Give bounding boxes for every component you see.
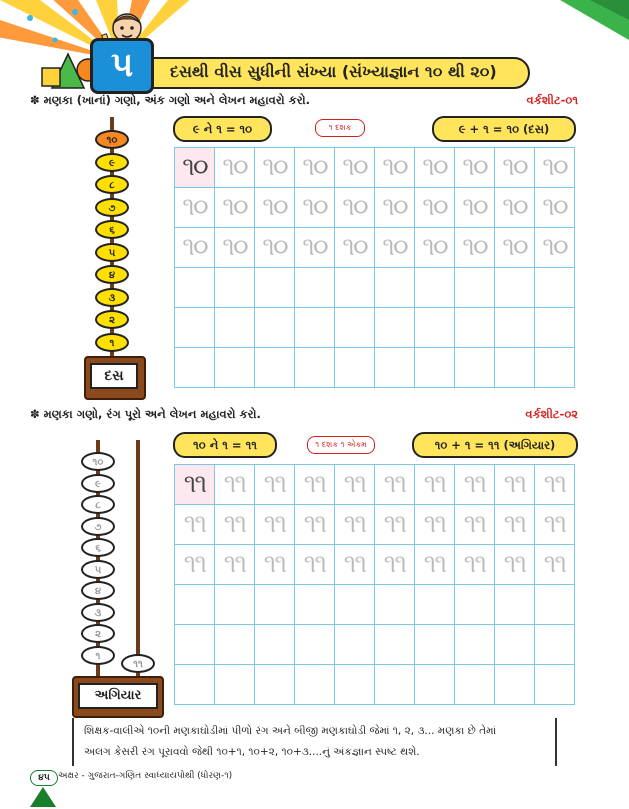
abacus-bead: ૬ xyxy=(81,538,115,557)
note-line-1: શિક્ષક-વાલીએ ૧૦ની મણકાઘોડીમાં પીળો રંગ અને બીજી મણકાઘોડી જેમાં ૧, ૨, ૩... મણકા છે તેમાં xyxy=(84,725,497,737)
abacus-bead: ૧ xyxy=(81,646,115,665)
trace-numeral-cell[interactable]: ૧૦ xyxy=(375,188,415,228)
abacus-bead: ૭ xyxy=(81,517,115,536)
trace-numeral-cell[interactable]: ૧૦ xyxy=(295,148,335,188)
tree-icon xyxy=(30,787,56,807)
trace-numeral-cell[interactable]: ૧૧ xyxy=(295,465,335,505)
blank-writing-cell[interactable] xyxy=(175,308,215,348)
trace-numeral-cell[interactable]: ૧૦ xyxy=(535,228,575,268)
trace-numeral-cell[interactable]: ૧૦ xyxy=(495,148,535,188)
blank-writing-cell[interactable] xyxy=(535,268,575,308)
blank-writing-cell[interactable] xyxy=(495,665,535,705)
abacus-bead: ૫ xyxy=(95,243,129,262)
trace-numeral-cell[interactable]: ૧૦ xyxy=(415,188,455,228)
blank-writing-cell[interactable] xyxy=(335,308,375,348)
trace-numeral-cell[interactable]: ૧૧ xyxy=(495,545,535,585)
trace-numeral-cell[interactable]: ૧૦ xyxy=(215,148,255,188)
trace-numeral-cell[interactable]: ૧૦ xyxy=(255,148,295,188)
blank-writing-cell[interactable] xyxy=(415,625,455,665)
trace-numeral-cell[interactable]: ૧૦ xyxy=(495,188,535,228)
page-number: ૪૫ xyxy=(30,770,58,786)
worksheet-label-02: વર્કશીટ-૦૨ xyxy=(525,407,578,421)
trace-numeral-cell[interactable]: ૧૧ xyxy=(255,545,295,585)
blank-writing-cell[interactable] xyxy=(375,665,415,705)
trace-numeral-cell[interactable]: ૧૧ xyxy=(415,505,455,545)
footer-text: અક્ષર - ગુજરાત-ગણિત સ્વાધ્યાયપોથી (ધોરણ-૧) xyxy=(58,771,233,781)
blank-writing-cell[interactable] xyxy=(455,585,495,625)
blank-writing-cell[interactable] xyxy=(495,585,535,625)
trace-numeral-cell[interactable]: ૧૧ xyxy=(215,465,255,505)
trace-numeral-cell[interactable]: ૧૦ xyxy=(295,188,335,228)
trace-numeral-cell[interactable]: ૧૧ xyxy=(175,545,215,585)
blank-writing-cell[interactable] xyxy=(455,268,495,308)
blank-writing-cell[interactable] xyxy=(415,665,455,705)
blank-writing-cell[interactable] xyxy=(415,585,455,625)
blank-writing-cell[interactable] xyxy=(495,308,535,348)
blank-writing-cell[interactable] xyxy=(215,585,255,625)
tag-1: ૧ દશક xyxy=(315,119,365,137)
trace-numeral-cell[interactable]: ૧૦ xyxy=(175,228,215,268)
blank-writing-cell[interactable] xyxy=(255,268,295,308)
trace-numeral-cell[interactable]: ૧૧ xyxy=(535,505,575,545)
abacus-label-2: અગિયાર xyxy=(78,683,158,709)
blank-writing-cell[interactable] xyxy=(295,665,335,705)
blank-writing-cell[interactable] xyxy=(295,625,335,665)
blank-writing-cell[interactable] xyxy=(335,625,375,665)
blank-writing-cell[interactable] xyxy=(535,665,575,705)
abacus-bead: ૩ xyxy=(95,288,129,307)
abacus-bead: ૩ xyxy=(81,603,115,622)
blank-writing-cell[interactable] xyxy=(295,585,335,625)
blank-writing-cell[interactable] xyxy=(335,348,375,388)
abacus-bead: ૮ xyxy=(81,495,115,514)
blank-writing-cell[interactable] xyxy=(375,348,415,388)
abacus-rod-2b xyxy=(136,440,140,680)
blank-writing-cell[interactable] xyxy=(175,665,215,705)
trace-numeral-cell[interactable]: ૧૧ xyxy=(295,545,335,585)
trace-numeral-cell[interactable]: ૧૧ xyxy=(455,505,495,545)
abacus-bead: ૧૦ xyxy=(81,452,115,471)
section1-instruction: ✽ મણકા (ખાનાં) ગણો, અંક ગણો અને લેખન મહાવરો કરો. xyxy=(30,93,310,107)
trace-numeral-cell[interactable]: ૧૦ xyxy=(535,188,575,228)
blank-writing-cell[interactable] xyxy=(215,665,255,705)
trace-numeral-cell[interactable]: ૧૧ xyxy=(295,505,335,545)
trace-numeral-cell[interactable]: ૧૦ xyxy=(175,188,215,228)
abacus-bead: ૪ xyxy=(81,581,115,600)
trace-numeral-cell[interactable]: ૧૧ xyxy=(375,465,415,505)
blank-writing-cell[interactable] xyxy=(255,665,295,705)
blank-writing-cell[interactable] xyxy=(455,308,495,348)
blank-writing-cell[interactable] xyxy=(175,348,215,388)
trace-numeral-cell[interactable]: ૧૧ xyxy=(215,545,255,585)
blank-writing-cell[interactable] xyxy=(175,268,215,308)
blank-writing-cell[interactable] xyxy=(375,268,415,308)
equation-right-1: ૯ + ૧ = ૧૦ (દસ) xyxy=(432,116,576,142)
trace-numeral-cell[interactable]: ૧૦ xyxy=(495,228,535,268)
blank-writing-cell[interactable] xyxy=(495,348,535,388)
abacus-bead: ૪ xyxy=(95,265,129,284)
blank-writing-cell[interactable] xyxy=(535,348,575,388)
trace-numeral-cell[interactable]: ૧૦ xyxy=(255,188,295,228)
trace-numeral-cell[interactable]: ૧૦ xyxy=(335,148,375,188)
section2-instruction: ✽ મણકા ગણો, રંગ પૂરો અને લેખન મહાવરો કરો. xyxy=(30,407,261,421)
blank-writing-cell[interactable] xyxy=(175,625,215,665)
blank-writing-cell[interactable] xyxy=(215,348,255,388)
blank-writing-cell[interactable] xyxy=(375,308,415,348)
abacus-bead: ૧૦ xyxy=(95,130,129,149)
trace-numeral-cell[interactable]: ૧૦ xyxy=(535,148,575,188)
trace-numeral-cell[interactable]: ૧૦ xyxy=(415,148,455,188)
note-line-2: અલગ કેસરી રંગ પૂરાવવો જેથી ૧૦+૧, ૧૦+૨, ૧૦+૩....નું અંકજ્ઞાન સ્પષ્ટ થશે. xyxy=(84,746,420,758)
trace-numeral-cell[interactable]: ૧૦ xyxy=(255,228,295,268)
blank-writing-cell[interactable] xyxy=(335,268,375,308)
abacus-bead: ૬ xyxy=(95,220,129,239)
trace-numeral-cell[interactable]: ૧૦ xyxy=(335,228,375,268)
blank-writing-cell[interactable] xyxy=(175,585,215,625)
trace-numeral-cell[interactable]: ૧૧ xyxy=(335,545,375,585)
trace-numeral-cell[interactable]: ૧૦ xyxy=(215,188,255,228)
trace-numeral-cell[interactable]: ૧૧ xyxy=(415,465,455,505)
model-numeral-cell[interactable]: ૧૦ xyxy=(175,148,215,188)
blank-writing-cell[interactable] xyxy=(335,585,375,625)
blank-writing-cell[interactable] xyxy=(255,348,295,388)
abacus-bead: ૮ xyxy=(95,175,129,194)
blank-writing-cell[interactable] xyxy=(535,625,575,665)
blank-writing-cell[interactable] xyxy=(215,625,255,665)
trace-numeral-cell[interactable]: ૧૦ xyxy=(455,148,495,188)
trace-numeral-cell[interactable]: ૧૧ xyxy=(175,505,215,545)
equation-right-2: ૧૦ + ૧ = ૧૧ (અગિયાર) xyxy=(412,432,578,458)
blank-writing-cell[interactable] xyxy=(375,585,415,625)
blank-writing-cell[interactable] xyxy=(495,625,535,665)
trace-numeral-cell[interactable]: ૧૦ xyxy=(375,148,415,188)
abacus-bead: ૯ xyxy=(81,474,115,493)
trace-numeral-cell[interactable]: ૧૧ xyxy=(495,505,535,545)
blank-writing-cell[interactable] xyxy=(295,308,335,348)
writing-grid-2 xyxy=(174,464,575,705)
trace-numeral-cell[interactable]: ૧૦ xyxy=(415,228,455,268)
trace-numeral-cell[interactable]: ૧૧ xyxy=(335,505,375,545)
equation-left-2: ૧૦ ને ૧ = ૧૧ xyxy=(173,432,277,458)
trace-numeral-cell[interactable]: ૧૧ xyxy=(455,545,495,585)
abacus-bead: ૭ xyxy=(95,198,129,217)
trace-numeral-cell[interactable]: ૧૧ xyxy=(535,545,575,585)
trace-numeral-cell[interactable]: ૧૧ xyxy=(335,465,375,505)
blank-writing-cell[interactable] xyxy=(255,585,295,625)
trace-numeral-cell[interactable]: ૧૦ xyxy=(295,228,335,268)
trace-numeral-cell[interactable]: ૧૧ xyxy=(535,465,575,505)
trace-numeral-cell[interactable]: ૧૧ xyxy=(255,465,295,505)
abacus-label-1: દસ xyxy=(90,363,138,389)
trace-numeral-cell[interactable]: ૧૧ xyxy=(215,505,255,545)
trace-numeral-cell[interactable]: ૧૧ xyxy=(255,505,295,545)
blank-writing-cell[interactable] xyxy=(455,665,495,705)
blank-writing-cell[interactable] xyxy=(295,348,335,388)
blank-writing-cell[interactable] xyxy=(255,308,295,348)
trace-numeral-cell[interactable]: ૧૧ xyxy=(495,465,535,505)
blank-writing-cell[interactable] xyxy=(215,268,255,308)
abacus-bead: ૨ xyxy=(81,624,115,643)
trace-numeral-cell[interactable]: ૧૦ xyxy=(455,228,495,268)
blank-writing-cell[interactable] xyxy=(455,625,495,665)
trace-numeral-cell[interactable]: ૧૧ xyxy=(375,545,415,585)
model-numeral-cell[interactable]: ૧૧ xyxy=(175,465,215,505)
blank-writing-cell[interactable] xyxy=(535,585,575,625)
trace-numeral-cell[interactable]: ૧૧ xyxy=(375,505,415,545)
blank-writing-cell[interactable] xyxy=(415,308,455,348)
equation-left-1: ૯ ને ૧ = ૧૦ xyxy=(173,116,272,142)
abacus-bead: ૧ xyxy=(95,333,129,352)
trace-numeral-cell[interactable]: ૧૦ xyxy=(335,188,375,228)
blank-writing-cell[interactable] xyxy=(335,665,375,705)
abacus-bead: ૨ xyxy=(95,310,129,329)
trace-numeral-cell[interactable]: ૧૦ xyxy=(215,228,255,268)
abacus-bead: ૯ xyxy=(95,153,129,172)
trace-numeral-cell[interactable]: ૧૦ xyxy=(375,228,415,268)
trace-numeral-cell[interactable]: ૧૧ xyxy=(415,545,455,585)
trace-numeral-cell[interactable]: ૧૦ xyxy=(455,188,495,228)
blank-writing-cell[interactable] xyxy=(375,625,415,665)
abacus-ones-bead: ૧૧ xyxy=(121,654,155,673)
blank-writing-cell[interactable] xyxy=(255,625,295,665)
trace-numeral-cell[interactable]: ૧૧ xyxy=(455,465,495,505)
blank-writing-cell[interactable] xyxy=(455,348,495,388)
blank-writing-cell[interactable] xyxy=(495,268,535,308)
tag-2: ૧ દશક ૧ એકમ xyxy=(307,436,375,454)
worksheet-label-01: વર્કશીટ-૦૧ xyxy=(526,93,578,107)
writing-grid-1 xyxy=(174,147,575,388)
blank-writing-cell[interactable] xyxy=(535,308,575,348)
chapter-number-badge: ૫ xyxy=(90,38,154,94)
page-title: દસથી વીસ સુધીની સંખ્યા (સંખ્યાજ્ઞાન ૧૦ થી ૨૦) xyxy=(170,62,497,81)
blank-writing-cell[interactable] xyxy=(295,268,335,308)
blank-writing-cell[interactable] xyxy=(415,348,455,388)
blank-writing-cell[interactable] xyxy=(415,268,455,308)
abacus-bead: ૫ xyxy=(81,560,115,579)
blank-writing-cell[interactable] xyxy=(215,308,255,348)
teacher-note xyxy=(72,718,557,766)
